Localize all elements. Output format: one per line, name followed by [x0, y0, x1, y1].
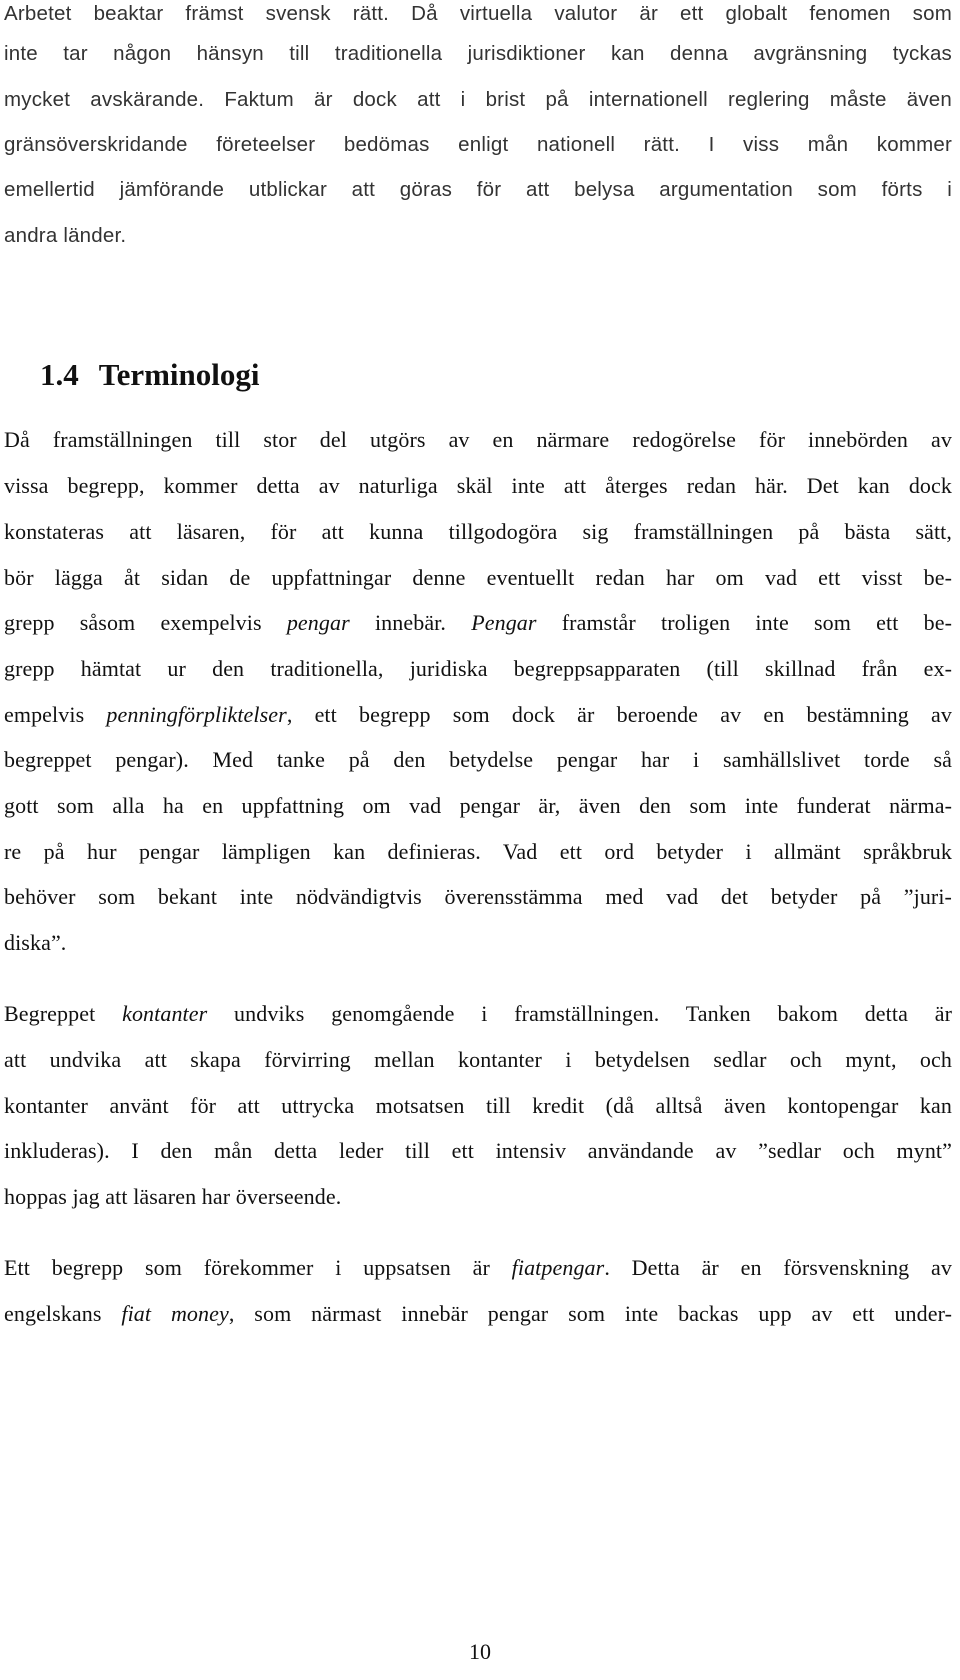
paragraph-line: gott som alla ha en uppfattning om vad pengar är, även den som inte funderat närma- — [4, 793, 952, 818]
text-run: , ett begrepp som dock är beroende av en bestämning av — [286, 702, 952, 727]
text-run: Ett begrepp som förekommer i uppsatsen är — [4, 1255, 512, 1280]
paragraph-line — [4, 701, 952, 729]
intro-line: inte tar någon hänsyn till traditionella jurisdiktioner kan denna avgränsning tyckas — [4, 42, 952, 65]
paragraph-line: begreppet pengar). Med tanke på den betydelse pengar har i samhällslivet torde så — [4, 747, 952, 772]
intro-line: mycket avskärande. Faktum är dock att i brist på internationell reglering måste även — [4, 88, 952, 111]
italic-term: pengar — [286, 610, 350, 635]
section-number: 1.4 — [40, 357, 79, 392]
paragraph-line: kontanter använt för att uttrycka motsatsen till kredit (då alltså även kontopengar kan — [4, 1093, 952, 1118]
intro-line: andra länder. — [4, 224, 127, 247]
text-run: , som närmast innebär pengar som inte backas upp av ett under- — [228, 1301, 953, 1326]
text-run: engelskans — [4, 1301, 122, 1326]
paragraph-line — [4, 609, 952, 637]
italic-term: kontanter — [122, 1001, 208, 1026]
text-run: innebär. — [349, 610, 472, 635]
paragraph-line: att undvika att skapa förvirring mellan kontanter i betydelsen sedlar och mynt, och — [4, 1047, 952, 1072]
paragraph-line: grepp hämtat ur den traditionella, juridiska begreppsapparaten (till skillnad från ex- — [4, 656, 952, 681]
text-run: framstår troligen inte som ett be- — [536, 610, 952, 635]
paragraph-line — [4, 1000, 952, 1028]
paragraph-line — [4, 1254, 952, 1282]
intro-line: Arbetet beaktar främst svensk rätt. Då virtuella valutor är ett globalt fenomen som — [4, 2, 952, 25]
paragraph-line: Då framställningen till stor del utgörs av en närmare redogörelse för innebörden av — [4, 427, 952, 452]
paragraph-line: inkluderas). I den mån detta leder till ett intensiv användande av ”sedlar och mynt” — [4, 1138, 952, 1163]
page-number: 10 — [469, 1639, 491, 1664]
intro-line: emellertid jämförande utblickar att göras för att belysa argumentation som förts i — [4, 178, 952, 201]
section-heading — [40, 355, 260, 395]
italic-term: fiat money — [121, 1301, 229, 1326]
paragraph-line: hoppas jag att läsaren har överseende. — [4, 1184, 342, 1209]
italic-term: fiatpengar — [511, 1255, 605, 1280]
italic-term: Pengar — [471, 610, 537, 635]
paragraph-line: bör lägga åt sidan de uppfattningar denne eventuellt redan har om vad ett visst be- — [4, 565, 952, 590]
text-run: empelvis — [4, 702, 107, 727]
text-run: grepp såsom exempelvis — [4, 610, 287, 635]
paragraph-line: vissa begrepp, kommer detta av naturliga skäl inte att återges redan här. Det kan dock — [4, 473, 952, 498]
section-title: Terminologi — [98, 357, 260, 392]
paragraph-line: diska”. — [4, 930, 67, 955]
paragraph-line: konstateras att läsaren, för att kunna tillgodogöra sig framställningen på bästa sätt, — [4, 519, 952, 544]
intro-line: gränsöverskridande företeelser bedömas enligt nationell rätt. I viss mån kommer — [4, 133, 952, 156]
text-run: . Detta är en försvenskning av — [604, 1255, 952, 1280]
italic-term: penningförpliktelser — [106, 702, 287, 727]
paragraph-line: behöver som bekant inte nödvändigtvis överensstämma med vad det betyder på ”juri- — [4, 884, 952, 909]
text-run: Begreppet — [4, 1001, 123, 1026]
text-run: undviks genomgående i framställningen. Tanken bakom detta är — [207, 1001, 952, 1026]
paragraph-line: re på hur pengar lämpligen kan definieras. Vad ett ord betyder i allmänt språkbruk — [4, 839, 952, 864]
paragraph-line — [4, 1300, 952, 1328]
